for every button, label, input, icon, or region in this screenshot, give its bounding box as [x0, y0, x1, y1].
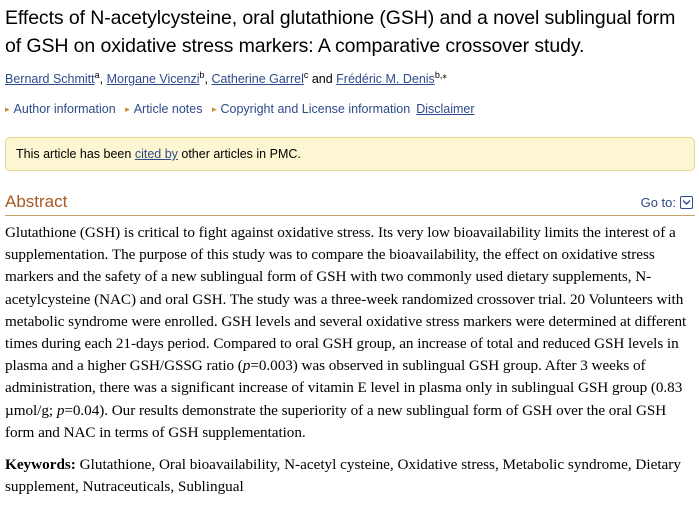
author-affiliation: b,⁎ [434, 69, 447, 80]
author-link[interactable]: Bernard Schmitt [5, 72, 95, 86]
author-information-toggle[interactable] [5, 102, 116, 116]
cited-by-link[interactable]: cited by [134, 147, 178, 161]
author-list [5, 70, 695, 88]
author-link[interactable]: Morgane Vicenzi [106, 72, 200, 86]
author-link[interactable]: Catherine Garrel [211, 72, 304, 86]
p-value-symbol: p [242, 357, 251, 375]
keywords-label: Keywords: [5, 456, 76, 474]
triangle-right-icon: ▸ [211, 104, 217, 114]
author-affiliation: c [303, 69, 309, 80]
goto-menu[interactable] [641, 195, 693, 210]
abstract-body [5, 222, 695, 444]
article-title: Effects of N-acetylcysteine, oral glutathione (GSH) and a novel sublingual form of GSH on oxidative stress markers: A comparative crossover study. [5, 7, 676, 57]
triangle-right-icon: ▸ [125, 104, 130, 114]
author-affiliation: a [94, 69, 100, 80]
abstract-header [5, 191, 695, 216]
article-notes-label: Article notes [133, 102, 203, 116]
abstract-paragraph: Glutathione (GSH) is critical to fight against oxidative stress. Its very low bioavailability limits the interest of a supplementation. The purpose of this study was to compare the bioavailability, the effect on oxidative stress markers and the safety of a new sublingual form of GSH with two commonly used dietary supplements, N-acetylcysteine (NAC) and oral GSH. The study was a three-week randomized crossover trial. 20 Volunteers with metabolic syndrome were enrolled. GSH levels and several oxidative stress markers were determined at different times during each 21-days period. Compared to oral GSH group, an increase of total and reduced GSH levels in plasma and a higher GSH/GSSG ratio (p=0.003) was observed in sublingual GSH group. After 3 weeks of administration, there was a significant increase of vitamin E level in plasma only in sublingual GSH group (0.83 µmol/g; p=0.04). Our results demonstrate the superiority of a new sublingual form of GSH over the oral GSH form and NAC in terms of GSH supplementation. [5, 224, 687, 441]
article-info-links [5, 100, 695, 119]
article-notes-toggle[interactable] [125, 102, 202, 116]
cited-by-notice [5, 137, 695, 171]
author-separator: , [204, 72, 212, 86]
p-value-symbol: p [56, 401, 65, 419]
disclaimer-link[interactable]: Disclaimer [416, 102, 475, 116]
chevron-down-icon[interactable] [680, 196, 693, 209]
keywords-list: Glutathione, Oral bioavailability, N-acetyl cysteine, Oxidative stress, Metabolic syndrome, Dietary supplement, Nutraceuticals, Sublingual [5, 456, 681, 496]
keywords-section [5, 454, 695, 498]
copyright-label: Copyright and License information [220, 102, 411, 116]
author-separator: and [308, 72, 337, 86]
goto-label: Go to: [640, 195, 676, 210]
notice-text-before: This article has been [16, 147, 135, 161]
author-separator: , [99, 72, 107, 86]
author-information-label: Author information [13, 102, 116, 116]
article-page [5, 0, 695, 498]
abstract-heading: Abstract [5, 192, 68, 211]
author-link[interactable]: Frédéric M. Denis [336, 72, 435, 86]
copyright-toggle[interactable] [212, 102, 410, 116]
author-affiliation: b [199, 69, 205, 80]
triangle-right-icon: ▸ [5, 104, 10, 114]
notice-text-after: other articles in PMC. [177, 147, 301, 161]
